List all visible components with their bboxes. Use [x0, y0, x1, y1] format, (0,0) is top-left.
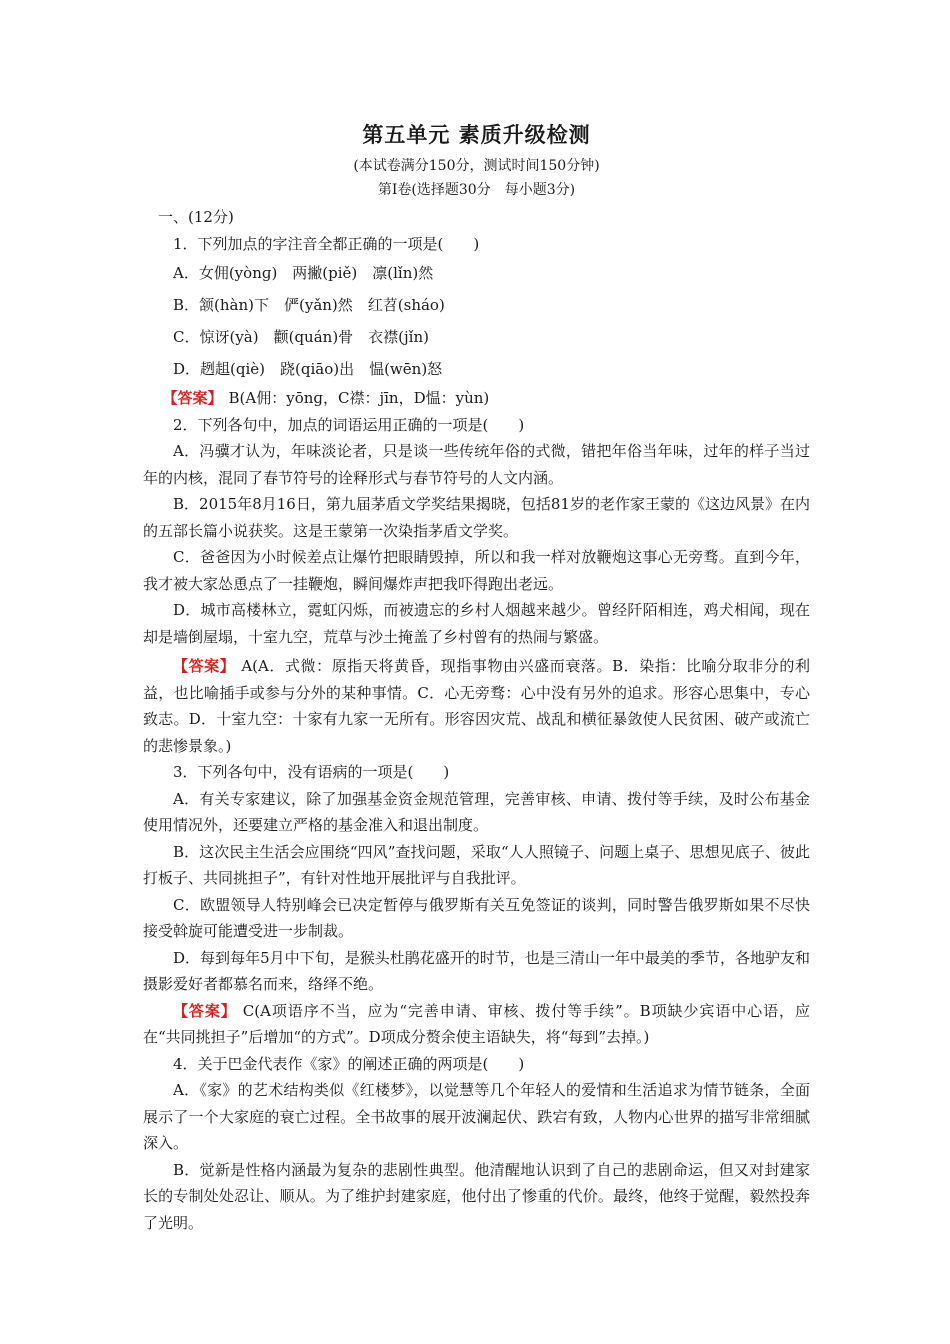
answer-label: 【答案】: [173, 657, 236, 675]
answer-block: [143, 385, 810, 412]
section-heading: 一、(12分): [158, 208, 234, 226]
option-b: B．这次民主生活会应围绕“四风”查找问题，采取“人人照镜子、问题上桌子、思想见底子、彼此打板子、共同挑担子”，有针对性地开展批评与自我批评。: [143, 842, 810, 887]
question-4: [143, 1051, 810, 1237]
question-stem: 1．下列加点的字注音全都正确的一项是( ): [173, 234, 480, 253]
option-a: A．有关专家建议，除了加强基金资金规范管理，完善审核、申请、拨付等手续，及时公布基金使用情况外，还要建立严格的基金准入和退出制度。: [143, 789, 810, 834]
option-c: C．爸爸因为小时候差点让爆竹把眼睛毁掉，所以和我一样对放鞭炮这事心无旁骛。直到今年，我才被大家怂恿点了一挂鞭炮，瞬间爆炸声把我吓得跑出老远。: [143, 548, 810, 593]
question-stem: 4．关于巴金代表作《家》的阐述正确的两项是( ): [173, 1054, 525, 1073]
answer-label: 【答案】: [162, 389, 223, 407]
question-2: [143, 412, 810, 760]
option-d: D．每到每年5月中下旬，是猴头杜鹃花盛开的时节，也是三清山一年中最美的季节，各地驴友和摄影爱好者都慕名而来，络绎不绝。: [143, 948, 810, 993]
page-title: 第五单元 素质升级检测: [362, 122, 591, 147]
option-c: C．欧盟领导人特别峰会已决定暂停与俄罗斯有关互免签证的谈判，同时警告俄罗斯如果不尽快接受斡旋可能遭受进一步制裁。: [143, 895, 810, 940]
exam-info: (本试卷满分150分，测试时间150分钟): [353, 158, 600, 174]
option-d: D．城市高楼林立，霓虹闪烁，而被遗忘的乡村人烟越来越少。曾经阡陌相连，鸡犬相闻，现在却是墙倒屋塌，十室九空，荒草与沙土掩盖了乡村曾有的热闹与繁盛。: [143, 601, 810, 646]
option-c: C．惊讶(yà) 颧(quán)骨 衣襟(jǐn): [173, 328, 429, 346]
answer-text: C(A项语序不当，应为“完善申请、审核、拨付等手续”。B项缺少宾语中心语，应在“共同挑担子”后增加“的方式”。D项成分赘余使主语缺失，将“每到”去掉。): [143, 1001, 810, 1046]
option-a: A．女佣(yònɡ) 两撇(piě) 凛(lǐn)然: [173, 264, 434, 282]
question-stem: 3．下列各句中，没有语病的一项是( ): [173, 763, 450, 781]
option-a: A．《家》的艺术结构类似《红楼梦》，以觉慧等几个年轻人的爱情和生活追求为情节链条，全面展示了一个大家庭的衰亡过程。全书故事的展开波澜起伏、跌宕有致，人物内心世界的描写非常细腻深入。: [143, 1081, 810, 1152]
answer-block: [143, 653, 810, 759]
option-b: B．觉新是性格内涵最为复杂的悲剧性典型。他清醒地认识到了自己的悲剧命运，但又对封建家长的专制处处忍让、顺从。为了维护封建家庭，他付出了惨重的代价。最终，他终于觉醒，毅然投奔了光明。: [143, 1160, 810, 1232]
option-a: A．冯骥才认为，年味淡论者，只是谈一些传统年俗的式微，错把年俗当年味，过年的样子当过年的内核，混同了春节符号的诠释形式与春节符号的人文内涵。: [143, 442, 810, 487]
question-stem: 2．下列各句中，加点的词语运用正确的一项是( ): [173, 415, 525, 434]
answer-text: B(A佣：yōnɡ，C襟：jīn，D愠：yùn): [228, 389, 490, 407]
option-d: D．趔趄(qiè) 跷(qiāo)出 愠(wēn)怒: [173, 360, 443, 378]
answer-block: [143, 998, 810, 1051]
option-b: B．2015年8月16日，第九届茅盾文学奖结果揭晓，包括81岁的老作家王蒙的《这边风景》在内的五部长篇小说获奖。这是王蒙第一次染指茅盾文学奖。: [143, 495, 810, 540]
answer-label: 【答案】: [173, 1001, 237, 1020]
answer-text: A(A．式微：原指天将黄昏，现指事物由兴盛而衰落。B．染指：比喻分取非分的利益，也比喻插手或参与分外的某种事情。C．心无旁骛：心中没有另外的追求。形容心思集中，专心致志。D．十室九空：十家有九家一无所有。形容因灾荒、战乱和横征暴敛使人民贫困、破产或流亡的悲惨景象。): [143, 657, 810, 755]
question-1: [143, 231, 810, 412]
option-b: B．颔(hàn)下 俨(yǎn)然 红苕(sháo): [173, 296, 445, 314]
question-3: [143, 759, 810, 1051]
part-heading: 第Ⅰ卷(选择题30分 每小题3分): [377, 182, 576, 198]
